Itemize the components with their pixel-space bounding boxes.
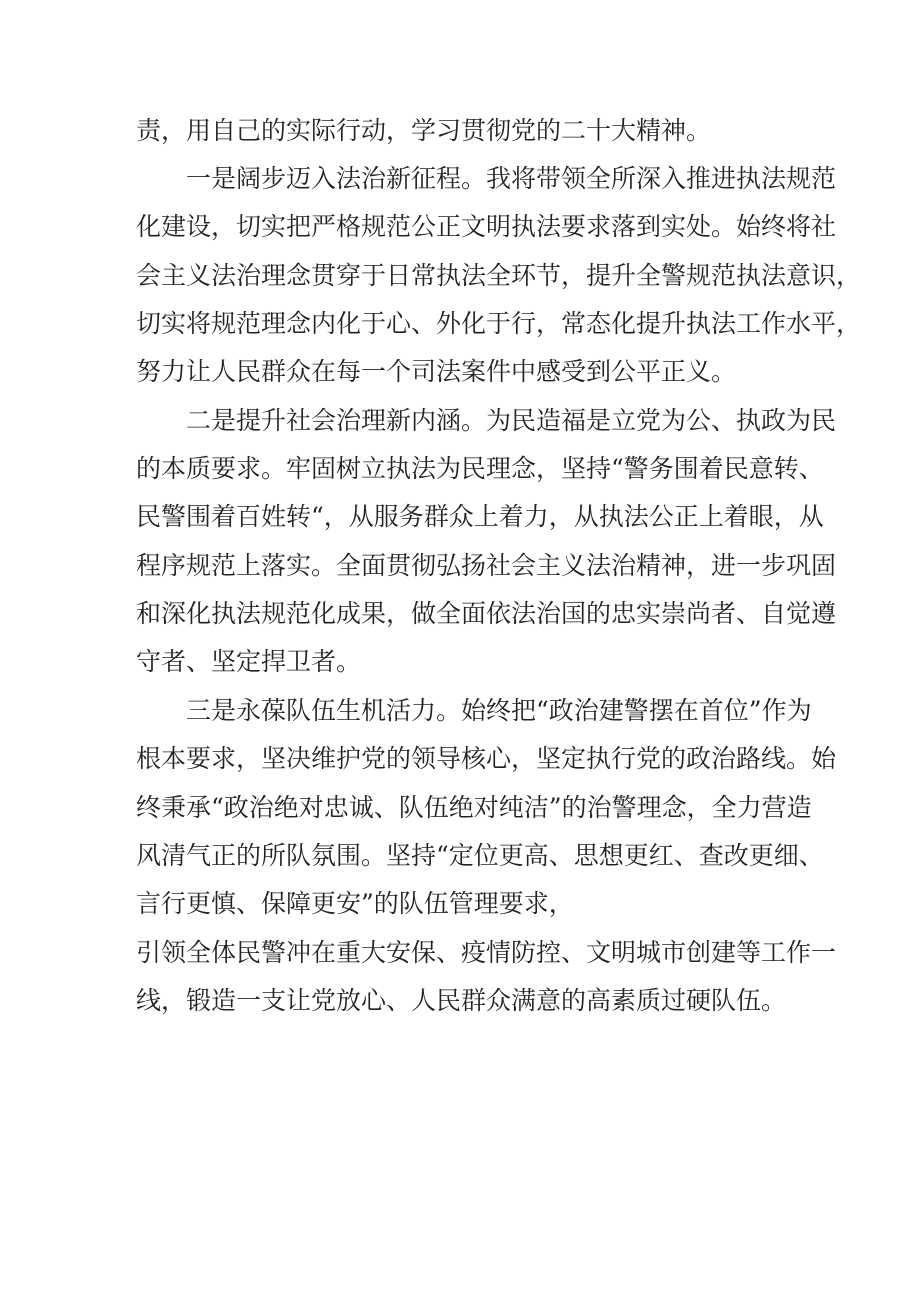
paragraph-2-line-5: 和深化执法规范化成果，做全面依法治国的忠实崇尚者、自觉遵 (136, 599, 837, 628)
paragraph-1-line-5: 努力让人民群众在每一个司法案件中感受到公平正义。 (136, 357, 737, 386)
paragraph-2-line-1: 二是提升社会治理新内涵。为民造福是立党为公、执政为民 (186, 406, 837, 435)
paragraph-3-line-6: 引领全体民警冲在重大安保、疫情防控、文明城市创建等工作一 (136, 938, 837, 967)
paragraph-3-line-7: 线，锻造一支让党放心、人民群众满意的高素质过硬队伍。 (136, 986, 787, 1015)
paragraph-3-line-2: 根本要求，坚决维护党的领导核心，坚定执行党的政治路线。始 (136, 744, 837, 773)
paragraph-2-line-6: 守者、坚定捍卫者。 (136, 647, 362, 676)
paragraph-3-line-4: 风清气正的所队氛围。坚持“定位更高、思想更红、查改更细、 (136, 841, 824, 870)
text-line-1: 责，用自己的实际行动，学习贯彻党的二十大精神。 (136, 116, 712, 145)
paragraph-1-line-3: 会主义法治理念贯穿于日常执法全环节，提升全警规范执法意识， (136, 261, 862, 290)
paragraph-3-line-5: 言行更慎、保障更安”的队伍管理要求， (136, 889, 574, 918)
paragraph-2-line-2: 的本质要求。牢固树立执法为民理念，坚持“警务围着民意转、 (136, 454, 824, 483)
paragraph-3-line-1: 三是永葆队伍生机活力。始终把“政治建警摆在首位”作为 (186, 696, 812, 725)
paragraph-1-line-4: 切实将规范理念内化于心、外化于行，常态化提升执法工作水平， (136, 309, 862, 338)
paragraph-3-line-3: 终秉承“政治绝对忠诚、队伍绝对纯洁”的治警理念，全力营造 (136, 793, 812, 822)
paragraph-1-line-2: 化建设，切实把严格规范公正文明执法要求落到实处。始终将社 (136, 212, 837, 241)
paragraph-1-line-1: 一是阔步迈入法治新征程。我将带领全所深入推进执法规范 (186, 164, 837, 193)
paragraph-2-line-3: 民警围着百姓转“，从服务群众上着力，从执法公正上着眼，从 (136, 502, 824, 531)
paragraph-2-line-4: 程序规范上落实。全面贯彻弘扬社会主义法治精神，进一步巩固 (136, 551, 837, 580)
